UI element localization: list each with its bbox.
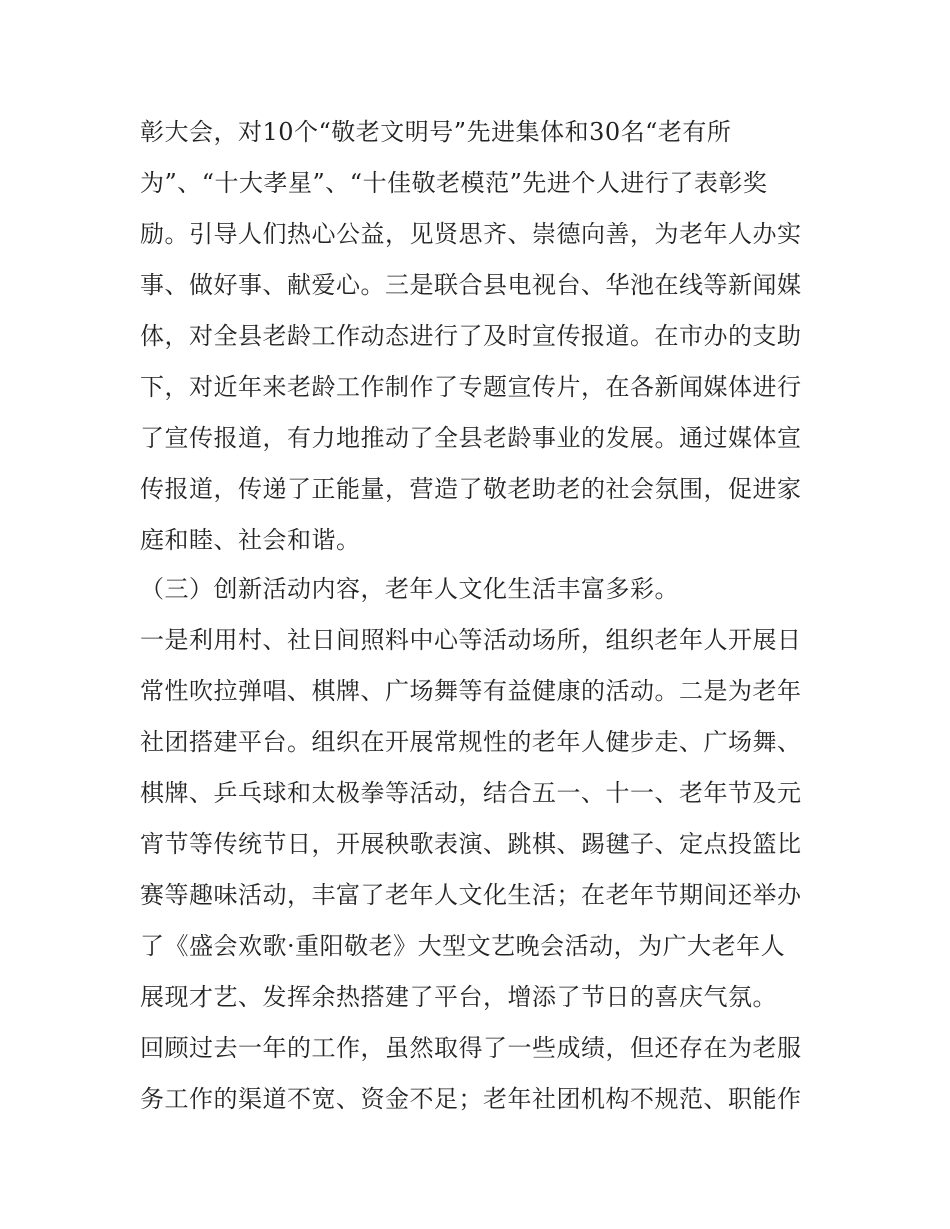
- text-line: 展现才艺、发挥余热搭建了平台，增添了节日的喜庆气氛。: [140, 983, 777, 1011]
- text-line: 棋牌、乒乓球和太极拳等活动，结合五一、十一、老年节及元: [140, 779, 802, 807]
- text-line: 为”、“十大孝星”、“十佳敬老模范”先进个人进行了表彰奖: [140, 169, 768, 197]
- text-line: 励。引导人们热心公益，见贤思齐、崇德向善，为老年人办实: [140, 220, 802, 248]
- text-line: 彰大会，对10个“敬老文明号”先进集体和30名“老有所: [140, 118, 732, 146]
- document-body: [140, 107, 820, 1125]
- text-line: 事、做好事、献爱心。三是联合县电视台、华池在线等新闻媒: [140, 271, 802, 299]
- text-line: 宵节等传统节日，开展秧歌表演、跳棋、踢毽子、定点投篮比: [140, 830, 802, 858]
- text-line: 体，对全县老龄工作动态进行了及时宣传报道。在市办的支助: [140, 322, 802, 350]
- text-line: 庭和睦、社会和谐。: [140, 526, 361, 554]
- text-line: 了《盛会欢歌·重阳敬老》大型文艺晚会活动，为广大老年人: [140, 932, 786, 960]
- text-line: 务工作的渠道不宽、资金不足；老年社团机构不规范、职能作: [140, 1085, 802, 1113]
- text-line: 赛等趣味活动，丰富了老年人文化生活；在老年节期间还举办: [140, 881, 802, 909]
- text-line: 下，对近年来老龄工作制作了专题宣传片，在各新闻媒体进行: [140, 373, 802, 401]
- section-heading: （三）创新活动内容，老年人文化生活丰富多彩。: [140, 575, 679, 603]
- text-line: 传报道，传递了正能量，营造了敬老助老的社会氛围，促进家: [140, 475, 802, 503]
- text-line: 常性吹拉弹唱、棋牌、广场舞等有益健康的活动。二是为老年: [140, 677, 802, 705]
- text-line: 了宣传报道，有力地推动了全县老龄事业的发展。通过媒体宣: [140, 424, 802, 452]
- text-line: 回顾过去一年的工作，虽然取得了一些成绩，但还存在为老服: [140, 1034, 802, 1062]
- text-line: 社团搭建平台。组织在开展常规性的老年人健步走、广场舞、: [140, 728, 802, 756]
- text-line: 一是利用村、社日间照料中心等活动场所，组织老年人开展日: [140, 626, 802, 654]
